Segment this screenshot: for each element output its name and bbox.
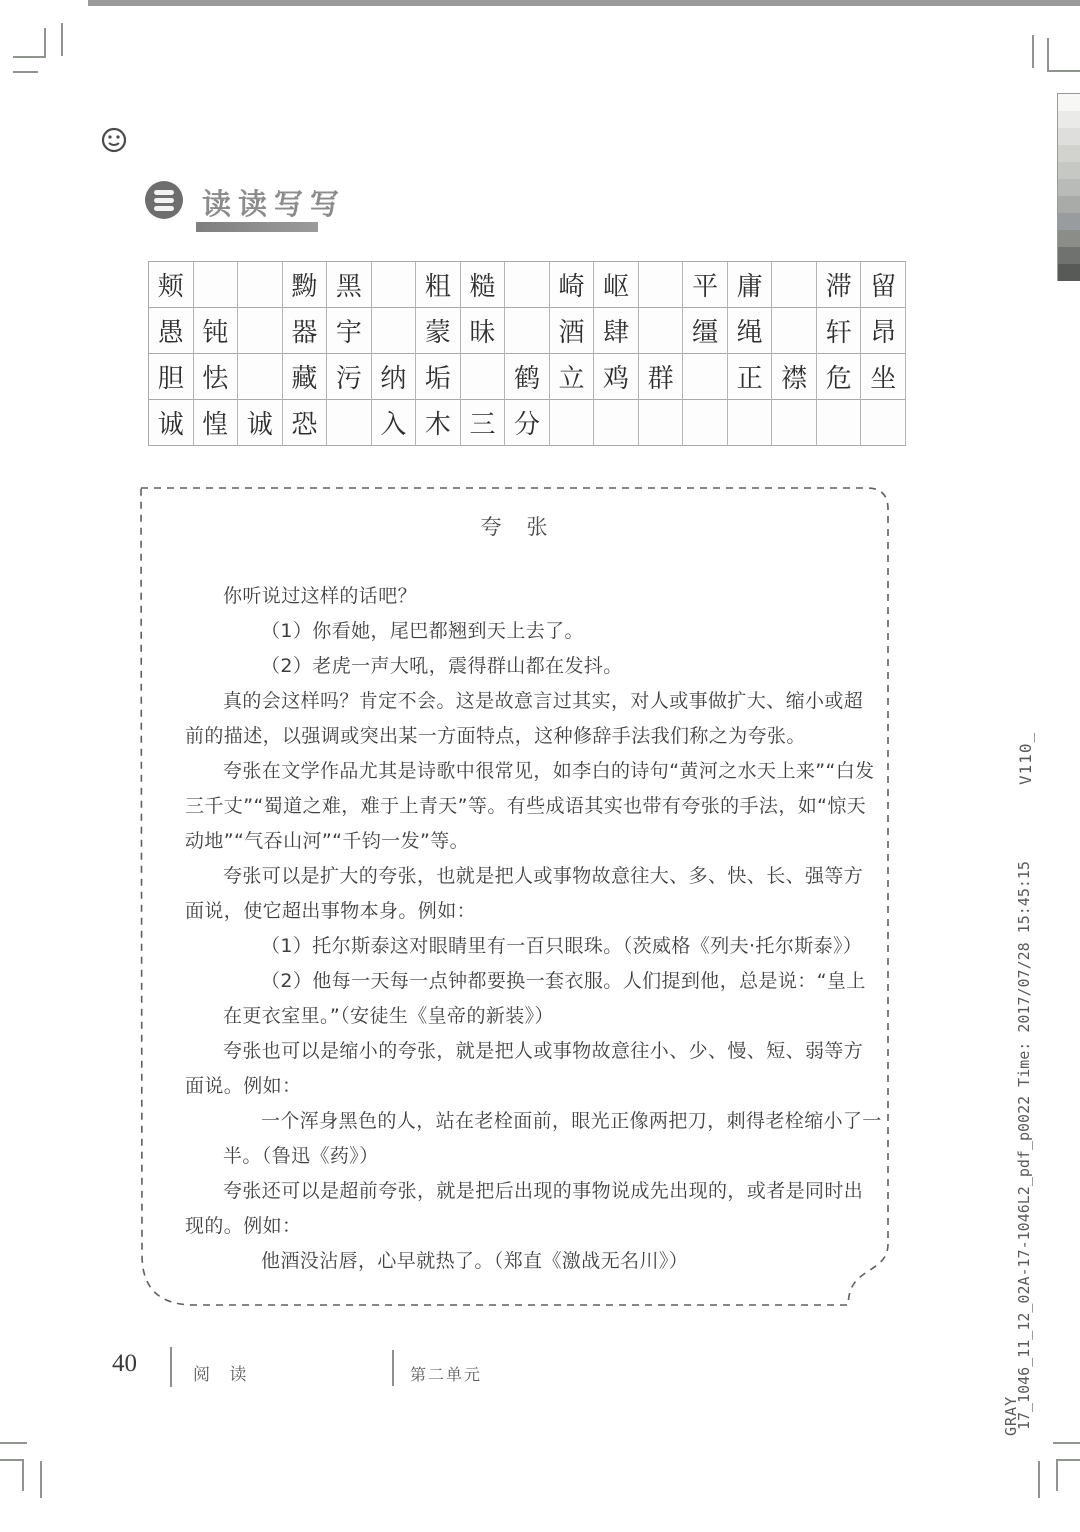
grid-cell: 纳 [372, 354, 417, 400]
scan-side-code: V110_ [1016, 731, 1035, 785]
grid-cell: 胆 [149, 354, 194, 400]
grid-cell: 岖 [594, 262, 639, 308]
grid-cell [639, 308, 684, 354]
registration-mark [44, 28, 46, 58]
grid-cell: 肆 [594, 308, 639, 354]
grid-cell: 宇 [327, 308, 372, 354]
hyperbole-paragraphs [185, 579, 882, 1279]
grid-cell [728, 400, 773, 446]
registration-mark [1056, 1459, 1058, 1491]
grid-cell [372, 308, 417, 354]
grid-cell: 危 [817, 354, 862, 400]
registration-mark [61, 23, 63, 56]
paragraph: 夸张在文学作品尤其是诗歌中很常见，如李白的诗句“黄河之水天上来”“白发三千丈”“蜀道之难，难于上青天”等。有些成语其实也带有夸张的手法，如“惊天动地”“气吞山河”“千钧一发”等。 [185, 760, 875, 852]
grid-cell [238, 262, 283, 308]
paragraph: 夸张还可以是超前夸张，就是把后出现的事物说成先出现的，或者是同时出现的。例如： [185, 1180, 864, 1237]
registration-mark [1056, 1459, 1080, 1461]
grid-cell: 惶 [194, 400, 239, 446]
grid-cell: 坐 [861, 354, 906, 400]
paragraph: 夸张可以是扩大的夸张，也就是把人或事物故意往大、多、快、长、强等方面说，使它超出事物本身。例如： [185, 865, 864, 922]
scan-gray-label: GRAY [1002, 1395, 1020, 1436]
footer-unit-label: 第二单元 [410, 1365, 483, 1384]
grid-cell: 恐 [283, 400, 328, 446]
grid-cell [772, 400, 817, 446]
grid-cell: 平 [683, 262, 728, 308]
footer-divider [392, 1350, 394, 1386]
paragraph: 你听说过这样的话吧？ [223, 585, 418, 607]
grid-cell [594, 400, 639, 446]
registration-mark [13, 56, 46, 58]
grid-cell: 正 [728, 354, 773, 400]
registration-mark [1053, 1442, 1080, 1444]
grid-cell: 器 [283, 308, 328, 354]
grid-cell: 缰 [683, 308, 728, 354]
page-number: 40 [112, 1350, 137, 1377]
word-grid [148, 261, 906, 446]
grid-cell [505, 308, 550, 354]
grid-cell: 垢 [416, 354, 461, 400]
grid-cell: 蒙 [416, 308, 461, 354]
grid-cell [817, 400, 862, 446]
grid-cell: 昧 [461, 308, 506, 354]
paragraph: （2）老虎一声大吼，震得群山都在发抖。 [261, 655, 623, 677]
scan-file-stamp: 17_1046_11_12_02A-17-1046L2_pdf_p0022 Time: 2017/07/28 15:45:15 [1015, 861, 1033, 1430]
grayscale-step [1058, 196, 1080, 213]
scan-top-bar [88, 0, 1080, 6]
grayscale-strip [1057, 93, 1080, 281]
grid-cell [194, 262, 239, 308]
registration-mark [1047, 70, 1080, 72]
registration-mark [1047, 38, 1049, 72]
paragraph: （2）他每一天每一点钟都要换一套衣服。人们提到他，总是说：“皇上在更衣室里。”（安徒生《皇帝的新装》） [223, 970, 866, 1027]
grayscale-step [1058, 247, 1080, 264]
grid-cell [861, 400, 906, 446]
grayscale-step [1058, 179, 1080, 196]
grid-cell: 污 [327, 354, 372, 400]
grid-cell: 黑 [327, 262, 372, 308]
grid-cell [772, 262, 817, 308]
grid-cell [238, 354, 283, 400]
grid-cell [372, 262, 417, 308]
paragraph: 真的会这样吗？肯定不会。这是故意言过其实，对人或事做扩大、缩小或超前的描述，以强调或突出某一方面特点，这种修辞手法我们称之为夸张。 [185, 690, 864, 747]
registration-mark [22, 1459, 24, 1491]
grid-cell: 粗 [416, 262, 461, 308]
registration-mark [0, 1442, 27, 1444]
section-title: 读读写写 [202, 187, 347, 221]
grid-cell: 酒 [550, 308, 595, 354]
grid-cell [772, 308, 817, 354]
grid-cell: 留 [861, 262, 906, 308]
grid-cell [238, 308, 283, 354]
grayscale-step [1058, 230, 1080, 247]
grid-cell: 诚 [149, 400, 194, 446]
grid-cell: 群 [639, 354, 684, 400]
registration-mark [0, 1459, 24, 1461]
grid-cell: 崎 [550, 262, 595, 308]
grid-cell: 庸 [728, 262, 773, 308]
grid-cell [639, 400, 684, 446]
grid-cell: 黝 [283, 262, 328, 308]
grid-cell: 糙 [461, 262, 506, 308]
grid-cell: 怯 [194, 354, 239, 400]
footer-divider [170, 1347, 172, 1387]
grayscale-step [1058, 213, 1080, 230]
grid-cell: 颊 [149, 262, 194, 308]
grid-cell: 钝 [194, 308, 239, 354]
grid-cell: 鸡 [594, 354, 639, 400]
footer-section-label: 阅 读 [193, 1365, 254, 1385]
paragraph: 夸张也可以是缩小的夸张，就是把人或事物故意往小、少、慢、短、弱等方面说。例如： [185, 1040, 864, 1097]
grayscale-step [1058, 145, 1080, 162]
grid-cell [683, 354, 728, 400]
grid-cell: 立 [550, 354, 595, 400]
grid-cell [505, 262, 550, 308]
grid-cell [327, 400, 372, 446]
grayscale-step [1058, 94, 1080, 111]
grid-cell: 三 [461, 400, 506, 446]
paragraph: （1）托尔斯泰这对眼睛里有一百只眼珠。（茨威格《列夫·托尔斯泰》） [261, 935, 863, 957]
grid-cell: 藏 [283, 354, 328, 400]
section-title-underline [196, 222, 318, 232]
list-circle-icon [143, 179, 185, 221]
grid-cell: 绳 [728, 308, 773, 354]
smiley-icon [100, 126, 128, 154]
grid-cell: 分 [505, 400, 550, 446]
grid-cell [550, 400, 595, 446]
paragraph: 他酒没沾唇，心早就热了。（郑直《激战无名川》） [261, 1250, 689, 1272]
registration-mark [1032, 35, 1034, 68]
grid-cell: 襟 [772, 354, 817, 400]
grid-cell: 轩 [817, 308, 862, 354]
grayscale-step [1058, 264, 1080, 281]
grid-cell: 愚 [149, 308, 194, 354]
box-title: 夸 张 [480, 515, 550, 539]
grid-cell [461, 354, 506, 400]
grayscale-step [1058, 162, 1080, 179]
hyperbole-box [140, 487, 890, 1307]
registration-mark [40, 1461, 42, 1498]
paragraph: 一个浑身黑色的人，站在老栓面前，眼光正像两把刀，刺得老栓缩小了一半。（鲁迅《药》） [223, 1110, 882, 1167]
paragraph: （1）你看她，尾巴都翘到天上去了。 [261, 620, 584, 642]
grid-cell: 入 [372, 400, 417, 446]
grid-cell: 鹤 [505, 354, 550, 400]
registration-mark [1038, 1461, 1040, 1498]
registration-mark [13, 71, 38, 73]
grid-cell: 诚 [238, 400, 283, 446]
grid-cell: 昂 [861, 308, 906, 354]
grid-cell: 滞 [817, 262, 862, 308]
grayscale-step [1058, 128, 1080, 145]
grid-cell [639, 262, 684, 308]
grid-cell: 木 [416, 400, 461, 446]
grid-cell [683, 400, 728, 446]
grayscale-step [1058, 111, 1080, 128]
